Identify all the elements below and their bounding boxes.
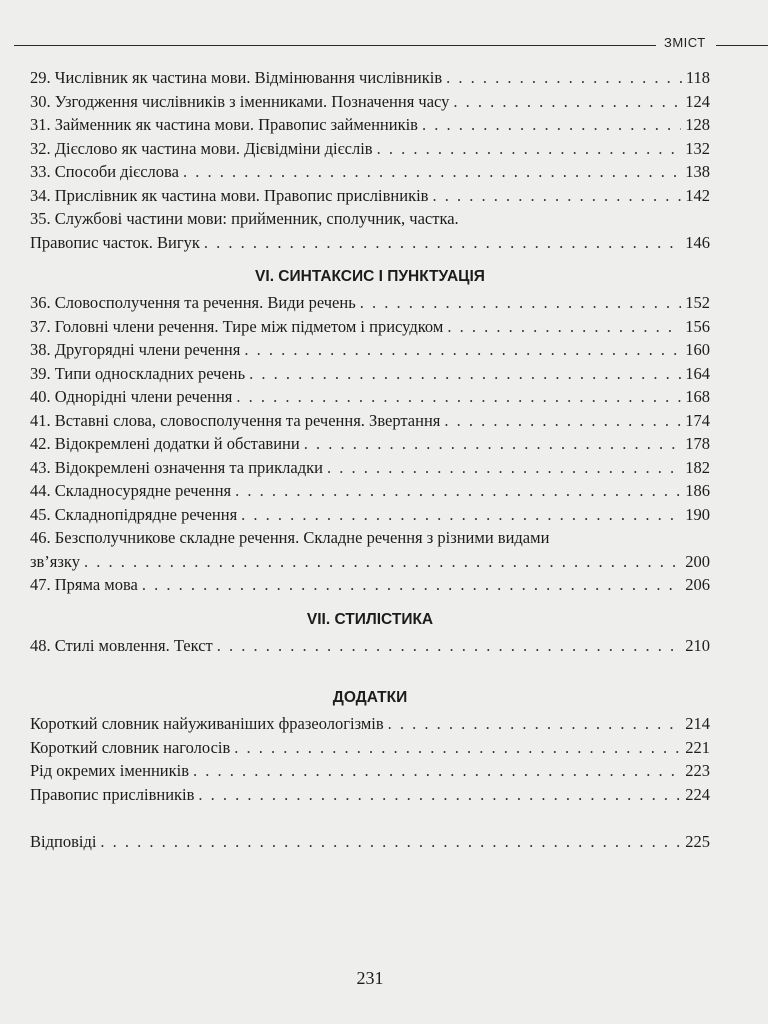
toc-entry-title: 43. Відокремлені означення та прикладки [30, 457, 323, 477]
toc-entry [30, 137, 710, 161]
leader-dots [236, 385, 681, 409]
toc-entry-page: 214 [685, 714, 710, 733]
toc-entry-page: 210 [685, 635, 710, 655]
toc-entry [30, 736, 710, 760]
toc-group-morphology [30, 66, 710, 207]
toc-entry-page: 225 [685, 832, 710, 851]
toc-entry [30, 783, 710, 807]
toc-entry [30, 409, 710, 433]
leader-dots [388, 712, 682, 736]
toc-entry-title: Правопис прислівників [30, 784, 195, 804]
header-rule-right [716, 45, 768, 46]
leader-dots [432, 184, 681, 208]
toc-entry [30, 184, 710, 208]
toc-entry-46 [30, 526, 710, 573]
toc-entry-page: 186 [685, 481, 710, 500]
toc-entry-page: 132 [685, 138, 710, 158]
leader-dots [183, 160, 681, 184]
page-number: 231 [356, 968, 384, 988]
leader-dots [444, 409, 681, 433]
toc-entry-page: 128 [685, 115, 710, 134]
toc-entry-title: Короткий словник наголосів [30, 737, 231, 757]
toc-entry-35 [30, 207, 710, 254]
toc-entry-title: Рід окремих іменників [30, 761, 189, 780]
leader-dots [360, 291, 682, 315]
toc-entry-title: 34. Прислівник як частина мови. Правопис прислівників [30, 185, 429, 205]
toc-entry [30, 759, 710, 783]
toc-entry [30, 315, 710, 339]
toc-entry-page: 178 [685, 434, 710, 453]
leader-dots [198, 783, 681, 807]
toc-entry-page: 168 [685, 387, 710, 406]
toc-entry [30, 160, 710, 184]
toc-entry-title-line2: зв’язку [30, 551, 80, 571]
leader-dots [447, 315, 681, 339]
leader-dots [84, 550, 681, 574]
toc-entry-title: 41. Вставні слова, словосполучення та речення. Звертання [30, 410, 441, 430]
toc-entry-title: 39. Типи односкладних речень [30, 363, 246, 383]
toc-entry-page: 200 [685, 551, 710, 571]
toc-entry [30, 385, 710, 409]
toc-entry-title: 40. Однорідні члени речення [30, 387, 233, 406]
leader-dots [234, 736, 681, 760]
toc-entry-page: 164 [685, 363, 710, 383]
leader-dots [453, 90, 681, 114]
toc-entry-title: 47. Пряма мова [30, 575, 138, 594]
toc-entry-title: Короткий словник найуживаніших фразеологізмів [30, 714, 384, 733]
toc-entry-page: 174 [685, 410, 710, 430]
toc-entry-page: 223 [685, 761, 710, 780]
section-heading-syntax: VI. СИНТАКСИС І ПУНКТУАЦІЯ [255, 268, 485, 285]
section-heading-appendix: ДОДАТКИ [332, 689, 408, 706]
toc-entry-title: 38. Другорядні члени речення [30, 340, 241, 359]
toc-entry [30, 432, 710, 456]
toc-entry-page: 146 [685, 232, 710, 252]
toc-entry [30, 456, 710, 480]
toc-entry-47 [30, 573, 710, 597]
leader-dots [244, 338, 681, 362]
toc-entry [30, 66, 710, 90]
header-rule [14, 45, 656, 46]
leader-dots [100, 830, 681, 854]
toc-entry-page: 182 [685, 457, 710, 477]
running-header: ЗМІСТ [664, 35, 706, 50]
toc-entry-title: 48. Стилі мовлення. Текст [30, 635, 213, 655]
toc-entry-48 [30, 634, 710, 658]
leader-dots [422, 113, 681, 137]
toc-entry [30, 362, 710, 386]
toc-entry-title: 42. Відокремлені додатки й обставини [30, 434, 300, 453]
toc-group-syntax [30, 291, 710, 526]
toc-entry-page: 160 [685, 340, 710, 359]
toc-entry-title-line2: Правопис часток. Вигук [30, 232, 200, 252]
leader-dots [235, 479, 681, 503]
toc-entry [30, 338, 710, 362]
toc-entry-title: Відповіді [30, 832, 97, 851]
toc-entry-page: 224 [685, 784, 710, 804]
toc-entry-title: 45. Складнопідрядне речення [30, 504, 238, 524]
leader-dots [193, 759, 681, 783]
toc-entry-title: 29. Числівник як частина мови. Відмінювання числівників [30, 68, 443, 87]
toc-entry-page: 124 [685, 91, 710, 111]
toc-entry-page: 190 [685, 504, 710, 524]
leader-dots [204, 231, 681, 255]
section-heading-stylistics: VII. СТИЛІСТИКА [306, 610, 434, 628]
toc-entry-title: 32. Дієслово як частина мови. Дієвідміни дієслів [30, 138, 373, 158]
leader-dots [241, 503, 681, 527]
leader-dots [304, 432, 682, 456]
toc-entry [30, 291, 710, 315]
toc-entry [30, 113, 710, 137]
toc-entry [30, 712, 710, 736]
toc-entry-answers [30, 830, 710, 854]
toc-entry-page: 142 [685, 185, 710, 205]
toc-entry-title: 36. Словосполучення та речення. Види речень [30, 293, 356, 312]
toc-entry-title-line1: 35. Службові частини мови: прийменник, сполучник, частка. [30, 209, 459, 228]
toc-entry-title: 37. Головні члени речення. Тире між підметом і присудком [30, 316, 444, 336]
toc-entry [30, 503, 710, 527]
toc-entry-title-line1: 46. Безсполучникове складне речення. Складне речення з різними видами [30, 528, 550, 547]
leader-dots [327, 456, 681, 480]
toc-entry [30, 90, 710, 114]
toc-entry-page: 118 [685, 68, 710, 87]
toc-entry-page: 206 [685, 575, 710, 594]
toc-entry-title: 30. Узгодження числівників з іменниками. Позначення часу [30, 91, 450, 111]
toc-group-appendix [30, 712, 710, 806]
leader-dots [377, 137, 682, 161]
toc-entry-title: 33. Способи дієслова [30, 162, 179, 181]
toc-entry-page: 221 [685, 737, 710, 757]
leader-dots [249, 362, 681, 386]
toc-entry-page: 152 [685, 293, 710, 312]
toc-entry-title: 44. Складносурядне речення [30, 481, 232, 500]
toc-entry-page: 156 [685, 316, 710, 336]
leader-dots [142, 573, 681, 597]
toc-entry-title: 31. Займенник як частина мови. Правопис займенників [30, 115, 418, 134]
leader-dots [446, 66, 682, 90]
table-of-contents [30, 66, 710, 854]
toc-entry-page: 138 [685, 162, 710, 181]
toc-entry [30, 479, 710, 503]
leader-dots [217, 634, 681, 658]
